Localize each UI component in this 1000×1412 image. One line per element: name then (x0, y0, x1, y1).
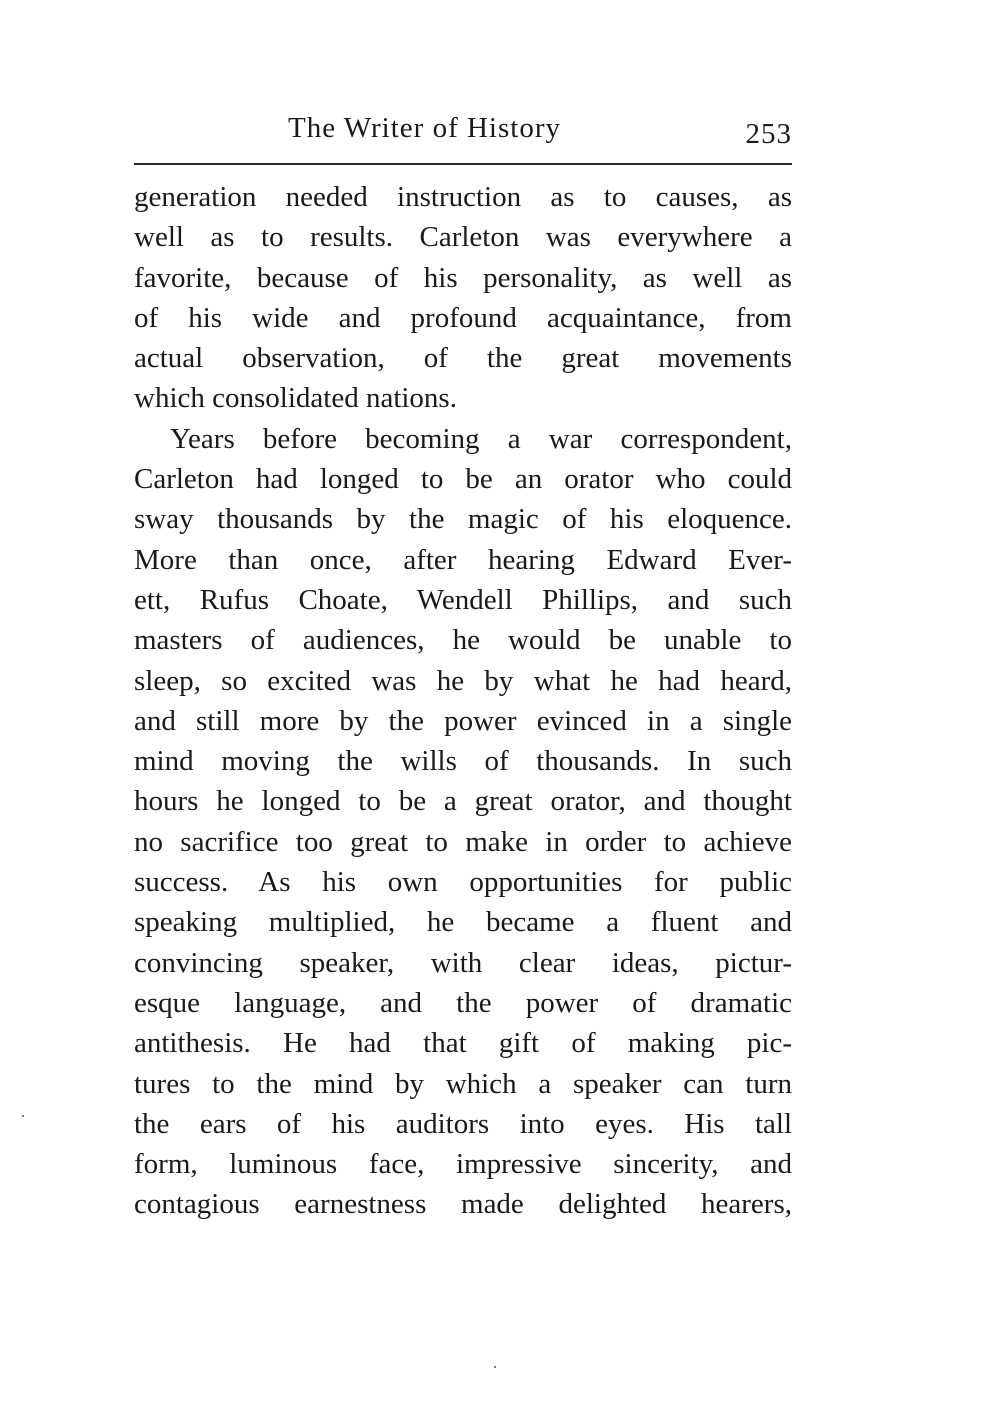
text-line: speaking multiplied, he became a fluent and (134, 906, 792, 939)
text-line: More than once, after hearing Edward Ever- (134, 543, 792, 576)
header-rule (134, 163, 792, 165)
text-line: generation needed instruction as to causes, as (134, 181, 792, 213)
text-line: actual observation, of the great movements (134, 342, 792, 375)
text-line: success. As his own opportunities for public (134, 866, 792, 899)
text-line: Carleton had longed to be an orator who could (134, 463, 792, 496)
text-line: the ears of his auditors into eyes. His tall (134, 1107, 792, 1140)
paragraph-1 (134, 177, 792, 419)
text-line: form, luminous face, impressive sincerity, and (134, 1148, 792, 1181)
text-line: masters of audiences, he would be unable to (134, 624, 792, 657)
text-line: sleep, so excited was he by what he had heard, (134, 664, 792, 697)
text-line: favorite, because of his personality, as well as (134, 261, 792, 294)
text-line: mind moving the wills of thousands. In such (134, 745, 792, 778)
text-line: no sacrifice too great to make in order to achieve (134, 825, 792, 858)
text-line: antithesis. He had that gift of making pic- (134, 1027, 792, 1060)
text-line: convincing speaker, with clear ideas, pictur- (134, 946, 792, 979)
text-line: of his wide and profound acquaintance, from (134, 301, 792, 334)
text-line: which consolidated nations. (134, 382, 457, 415)
text-line: Years before becoming a war correspondent, (170, 422, 792, 455)
page-number: 253 (745, 118, 792, 150)
running-head (134, 112, 792, 152)
text-line: and still more by the power evinced in a single (134, 704, 792, 737)
text-line: esque language, and the power of dramatic (134, 986, 792, 1019)
text-line: hours he longed to be a great orator, and thought (134, 785, 792, 818)
body-text (134, 177, 792, 1225)
text-line: tures to the mind by which a speaker can turn (134, 1067, 792, 1100)
running-head-title: The Writer of History (288, 112, 561, 144)
scan-speck (494, 1366, 496, 1368)
text-line: ett, Rufus Choate, Wendell Phillips, and such (134, 583, 792, 616)
text-line: sway thousands by the magic of his eloquence. (134, 503, 792, 536)
scan-speck (22, 1115, 24, 1117)
paragraph-2 (134, 419, 792, 1225)
text-line: well as to results. Carleton was everywhere a (134, 221, 792, 254)
text-line: contagious earnestness made delighted hearers, (134, 1188, 792, 1221)
